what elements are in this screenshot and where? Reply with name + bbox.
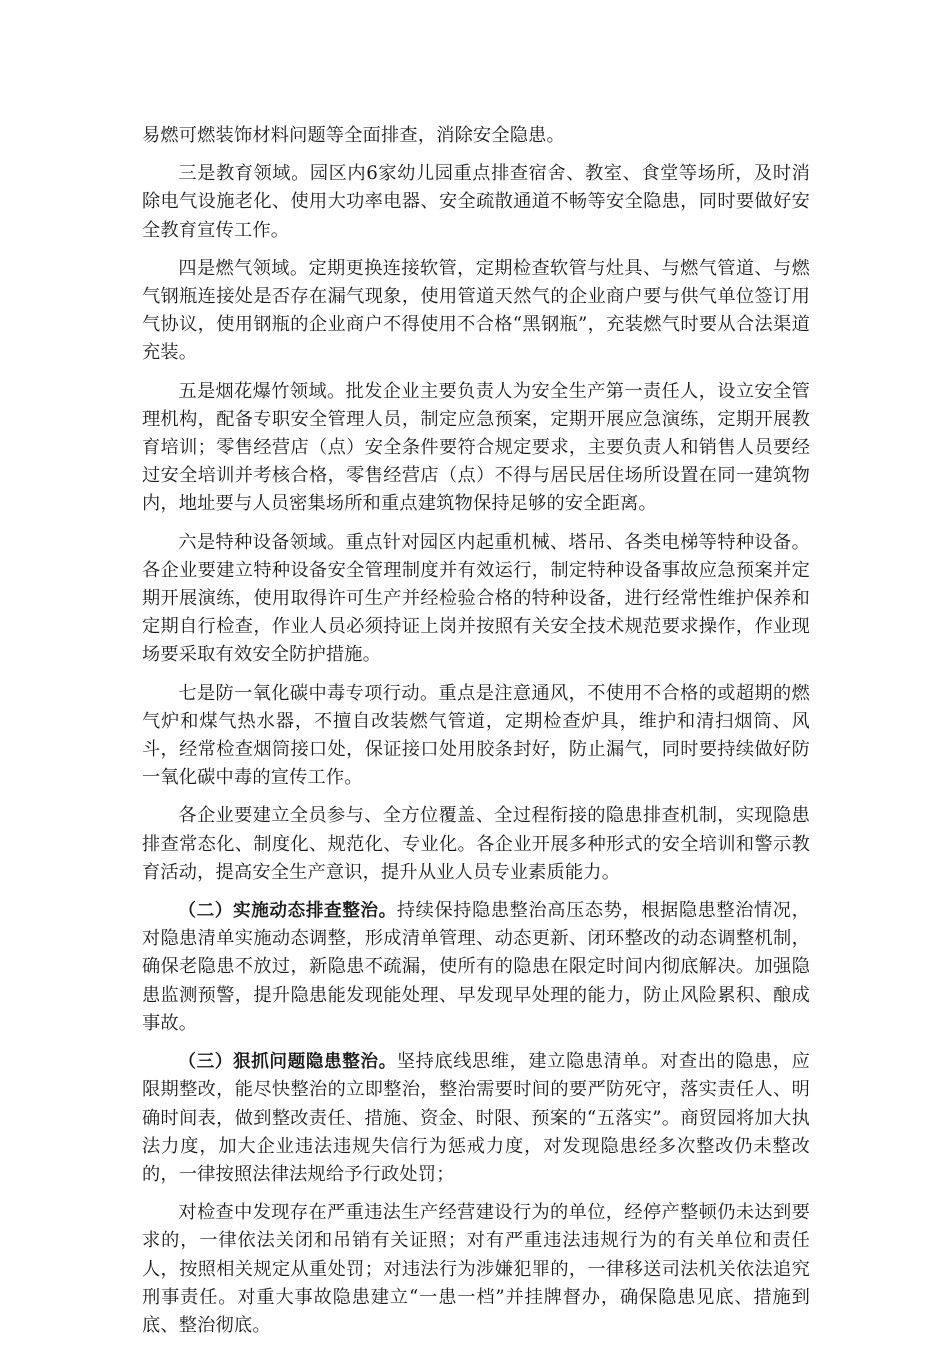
paragraph-body-hazard-rectification: 坚持底线思维，建立隐患清单。对查出的隐患，应限期整改，能尽快整治的立即整治，整治需要时间的要严防死守，落实责任人、明确时间表，做到整改责任、措施、资金、时限、预案的“五落实”。商贸园将加大执法力度，加大企业违法违规失信行为惩戒力度，对发现隐患经多次整改仍未整改的，一律按照法律法规给予行政处罚；	[142, 1051, 810, 1185]
paragraph-carbon-monoxide: 七是防一氧化碳中毒专项行动。重点是注意通风，不使用不合格的或超期的燃气炉和煤气热水器，不擅自改装燃气管道，定期检查炉具，维护和清扫烟筒、风斗，经常检查烟筒接口处，保证接口处用胶条封好，防止漏气，同时要持续做好防一氧化碳中毒的宣传工作。	[142, 682, 810, 789]
paragraph-gas: 四是燃气领域。定期更换连接软管，定期检查软管与灶具、与燃气管道、与燃气钢瓶连接处是否存在漏气现象，使用管道天然气的企业商户要与供气单位签订用气协议，使用钢瓶的企业商户不得使用不合格“黑钢瓶”，充装燃气时要从合法渠道充装。	[142, 257, 810, 364]
section-heading-hazard-rectification: （三）狠抓问题隐患整治。	[178, 1052, 397, 1073]
paragraph-continuation: 易燃可燃装饰材料问题等全面排查，消除安全隐患。	[142, 125, 565, 146]
paragraph-education: 三是教育领域。园区内6家幼儿园重点排查宿舍、教室、食堂等场所，及时消除电气设施老化、使用大功率电器、安全疏散通道不畅等安全隐患，同时要做好安全教育宣传工作。	[142, 163, 810, 241]
document-body	[142, 122, 810, 1350]
paragraph-enterprise-mechanism: 各企业要建立全员参与、全方位覆盖、全过程衔接的隐患排查机制，实现隐患排查常态化、制度化、规范化、专业化。各企业开展多种形式的安全培训和警示教育活动，提高安全生产意识，提升从业人员专业素质能力。	[142, 805, 810, 883]
paragraph-body-dynamic-inspection: 持续保持隐患整治高压态势，根据隐患整治情况，对隐患清单实施动态调整，形成清单管理、动态更新、闭环整改的动态调整机制，确保老隐患不放过，新隐患不疏漏，使所有的隐患在限定时间内彻底解决。加强隐患监测预警，提升隐患能发现能处理、早发现早处理的能力，防止风险累积、酿成事故。	[142, 900, 810, 1034]
paragraph-special-equipment: 六是特种设备领域。重点针对园区内起重机械、塔吊、各类电梯等特种设备。各企业要建立特种设备安全管理制度并有效运行，制定特种设备事故应急预案并定期开展演练，使用取得许可生产并经检验合格的特种设备，进行经常性维护保养和定期自行检查，作业人员必须持证上岗并按照有关安全技术规范要求操作，作业现场要采取有效安全防护措施。	[142, 531, 810, 666]
section-heading-dynamic-inspection: （二）实施动态排查整治。	[178, 901, 397, 922]
paragraph-hazard-rectification	[142, 1048, 810, 1189]
paragraph-fireworks: 五是烟花爆竹领域。批发企业主要负责人为安全生产第一责任人，设立安全管理机构，配备专职安全管理人员，制定应急预案，定期开展应急演练，定期开展教育培训；零售经营店（点）安全条件要符合规定要求，主要负责人和销售人员要经过安全培训并考核合格，零售经营店（点）不得与居民居住场所设置在同一建筑物内，地址要与人员密集场所和重点建筑物保持足够的安全距离。	[142, 380, 810, 515]
paragraph-penalties: 对检查中发现存在严重违法生产经营建设行为的单位，经停产整顿仍未达到要求的，一律依法关闭和吊销有关证照；对有严重违法违规行为的有关单位和责任人，按照相关规定从重处罚；对违法行为涉嫌犯罪的，一律移送司法机关依法追究刑事责任。对重大事故隐患建立“一患一档”并挂牌督办，确保隐患见底、措施到底、整治彻底。	[142, 1202, 810, 1336]
paragraph-dynamic-inspection	[142, 897, 810, 1038]
